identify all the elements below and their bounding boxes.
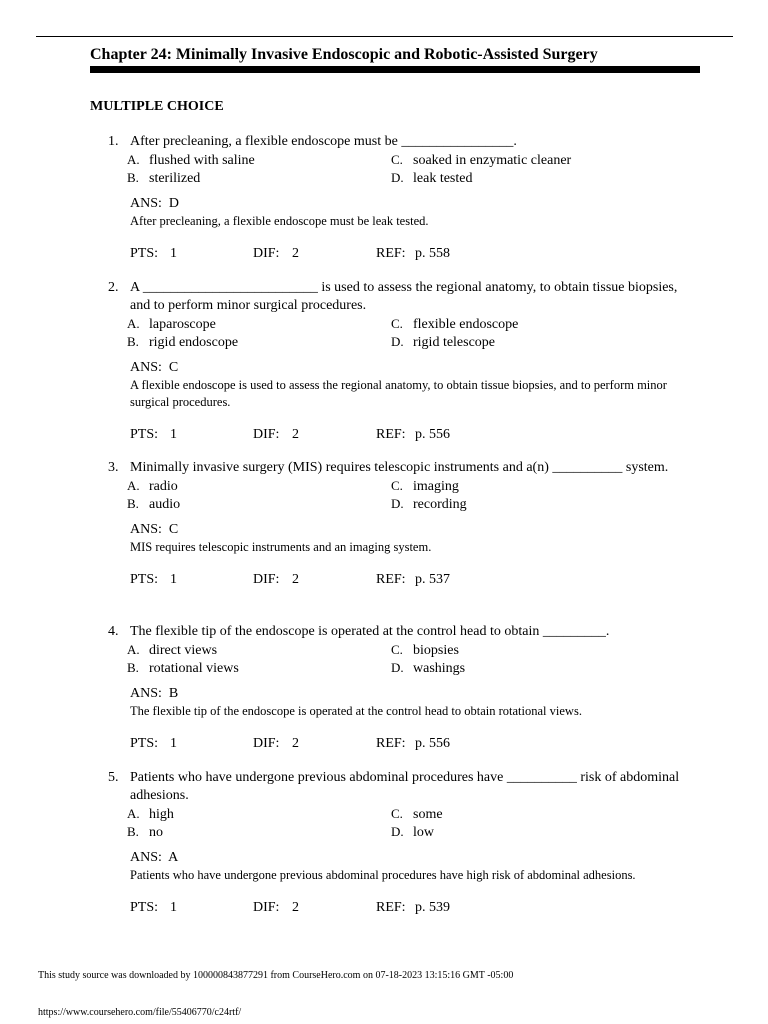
- ref-label: REF:: [376, 900, 406, 915]
- dif-label: DIF:: [253, 736, 280, 751]
- pts-value: 1: [170, 427, 177, 442]
- question-meta: [90, 899, 700, 917]
- ref-value: p. 558: [415, 246, 450, 261]
- question-1: [90, 133, 700, 263]
- choice-b: [127, 659, 239, 677]
- question-3: [90, 459, 700, 589]
- ref-value: p. 537: [415, 572, 450, 587]
- question-stem: [90, 279, 700, 315]
- answer-choices: [90, 477, 700, 513]
- ref-label: REF:: [376, 427, 406, 442]
- question-text: A _________________________ is used to assess the regional anatomy, to obtain tissue biopsies, and to perform minor surgical procedures.: [130, 280, 678, 313]
- answer-value: B: [168, 686, 179, 701]
- answer-choices: [90, 641, 700, 677]
- choice-text: recording: [413, 497, 467, 512]
- pts-label: PTS:: [130, 427, 159, 442]
- dif-value: 2: [292, 900, 299, 915]
- question-4: [90, 623, 700, 753]
- choice-text: leak tested: [413, 171, 473, 186]
- choice-a: [127, 315, 216, 333]
- rationale-text: MIS requires telescopic instruments and an imaging system.: [130, 540, 432, 554]
- choice-c: [391, 641, 459, 659]
- choice-text: rigid telescope: [413, 335, 496, 350]
- question-2: [90, 279, 700, 444]
- question-number: 4.: [108, 624, 119, 639]
- choice-text: biopsies: [413, 643, 459, 658]
- question-text: The flexible tip of the endoscope is operated at the control head to obtain _________.: [130, 624, 610, 639]
- dif-label: DIF:: [253, 427, 280, 442]
- choice-text: some: [413, 807, 443, 822]
- rationale-text: After precleaning, a flexible endoscope must be leak tested.: [130, 214, 429, 228]
- ref-label: REF:: [376, 572, 406, 587]
- dif-label: DIF:: [253, 900, 280, 915]
- question-meta: [90, 571, 700, 589]
- rationale-text: A flexible endoscope is used to assess the regional anatomy, to obtain tissue biopsies, and to perform minor surgical procedures.: [130, 378, 667, 409]
- pts-value: 1: [170, 246, 177, 261]
- choice-b: [127, 495, 180, 513]
- source-url: https://www.coursehero.com/file/55406770/c24rtf/: [38, 1007, 242, 1018]
- choice-text: laparoscope: [149, 317, 216, 332]
- pts-label: PTS:: [130, 246, 159, 261]
- pts-label: PTS:: [130, 900, 159, 915]
- choice-letter: A.: [127, 478, 140, 493]
- answer-line: [90, 359, 700, 377]
- choice-letter: C.: [391, 806, 403, 821]
- choice-c: [391, 315, 518, 333]
- choice-d: [391, 333, 495, 351]
- rationale-text: The flexible tip of the endoscope is operated at the control head to obtain rotational views.: [130, 704, 582, 718]
- ref-label: REF:: [376, 736, 406, 751]
- question-5: [90, 769, 700, 917]
- choice-letter: C.: [391, 478, 403, 493]
- choice-text: flushed with saline: [149, 153, 255, 168]
- choice-b: [127, 169, 200, 187]
- download-notice: This study source was downloaded by 100000843877291 from CourseHero.com on 07-18-2023 13:15:16 GMT -05:00: [38, 970, 514, 981]
- choice-letter: D.: [391, 824, 404, 839]
- question-text: After precleaning, a flexible endoscope must be ________________.: [130, 134, 517, 149]
- choice-text: rotational views: [149, 661, 239, 676]
- choice-letter: B.: [127, 334, 139, 349]
- choice-text: washings: [413, 661, 466, 676]
- answer-line: [90, 849, 700, 867]
- choice-b: [127, 823, 163, 841]
- question-stem: [90, 459, 700, 477]
- pts-label: PTS:: [130, 736, 159, 751]
- question-meta: [90, 245, 700, 263]
- choice-text: radio: [149, 479, 178, 494]
- top-rule: [36, 36, 733, 37]
- choice-letter: B.: [127, 660, 139, 675]
- pts-value: 1: [170, 572, 177, 587]
- ans-label: ANS:: [130, 360, 162, 375]
- question-number: 1.: [108, 134, 119, 149]
- choice-letter: C.: [391, 316, 403, 331]
- question-text: Patients who have undergone previous abdominal procedures have __________ risk of abdominal adhesions.: [130, 770, 680, 803]
- question-text: Minimally invasive surgery (MIS) requires telescopic instruments and a(n) __________ system.: [130, 460, 669, 475]
- choice-letter: B.: [127, 496, 139, 511]
- choice-letter: C.: [391, 642, 403, 657]
- dif-value: 2: [292, 736, 299, 751]
- ref-label: REF:: [376, 246, 406, 261]
- question-number: 2.: [108, 280, 119, 295]
- choice-letter: D.: [391, 334, 404, 349]
- ref-value: p. 539: [415, 900, 450, 915]
- answer-value: C: [168, 360, 179, 375]
- choice-a: [127, 477, 178, 495]
- choice-a: [127, 641, 217, 659]
- ans-label: ANS:: [130, 196, 162, 211]
- ans-label: ANS:: [130, 522, 162, 537]
- choice-text: rigid endoscope: [149, 335, 239, 350]
- choice-letter: A.: [127, 642, 140, 657]
- choice-c: [391, 151, 571, 169]
- choice-d: [391, 659, 465, 677]
- choice-text: high: [149, 807, 174, 822]
- choice-text: soaked in enzymatic cleaner: [413, 153, 572, 168]
- question-stem: [90, 133, 700, 151]
- question-number: 3.: [108, 460, 119, 475]
- pts-value: 1: [170, 900, 177, 915]
- choice-letter: D.: [391, 660, 404, 675]
- pts-label: PTS:: [130, 572, 159, 587]
- question-stem: [90, 769, 700, 805]
- choice-a: [127, 805, 174, 823]
- answer-choices: [90, 805, 700, 841]
- dif-value: 2: [292, 572, 299, 587]
- pts-value: 1: [170, 736, 177, 751]
- choice-text: flexible endoscope: [413, 317, 519, 332]
- dif-label: DIF:: [253, 246, 280, 261]
- answer-value: C: [168, 522, 179, 537]
- answer-value: D: [168, 196, 180, 211]
- choice-letter: A.: [127, 806, 140, 821]
- answer-choices: [90, 315, 700, 351]
- question-number: 5.: [108, 770, 119, 785]
- choice-text: low: [413, 825, 434, 840]
- dif-label: DIF:: [253, 572, 280, 587]
- choice-text: no: [149, 825, 163, 840]
- answer-line: [90, 521, 700, 539]
- question-meta: [90, 735, 700, 753]
- choice-d: [391, 495, 467, 513]
- chapter-title: Chapter 24: Minimally Invasive Endoscopic and Robotic-Assisted Surgery: [90, 46, 598, 63]
- choice-a: [127, 151, 255, 169]
- choice-b: [127, 333, 238, 351]
- answer-choices: [90, 151, 700, 187]
- choice-letter: D.: [391, 496, 404, 511]
- section-heading: MULTIPLE CHOICE: [90, 99, 224, 114]
- choice-text: audio: [149, 497, 181, 512]
- choice-letter: A.: [127, 152, 140, 167]
- ans-label: ANS:: [130, 850, 162, 865]
- choice-c: [391, 477, 459, 495]
- choice-letter: C.: [391, 152, 403, 167]
- choice-letter: A.: [127, 316, 140, 331]
- ref-value: p. 556: [415, 736, 450, 751]
- dif-value: 2: [292, 427, 299, 442]
- choice-d: [391, 823, 434, 841]
- choice-c: [391, 805, 443, 823]
- ref-value: p. 556: [415, 427, 450, 442]
- choice-text: direct views: [149, 643, 218, 658]
- dif-value: 2: [292, 246, 299, 261]
- choice-letter: B.: [127, 824, 139, 839]
- ans-label: ANS:: [130, 686, 162, 701]
- title-bar: [90, 66, 700, 73]
- question-stem: [90, 623, 700, 641]
- answer-line: [90, 195, 700, 213]
- choice-letter: B.: [127, 170, 139, 185]
- answer-value: A: [168, 850, 179, 865]
- answer-line: [90, 685, 700, 703]
- choice-letter: D.: [391, 170, 404, 185]
- choice-d: [391, 169, 472, 187]
- choice-text: sterilized: [149, 171, 201, 186]
- question-meta: [90, 426, 700, 444]
- choice-text: imaging: [413, 479, 459, 494]
- rationale-text: Patients who have undergone previous abdominal procedures have high risk of abdominal adhesions.: [130, 868, 636, 882]
